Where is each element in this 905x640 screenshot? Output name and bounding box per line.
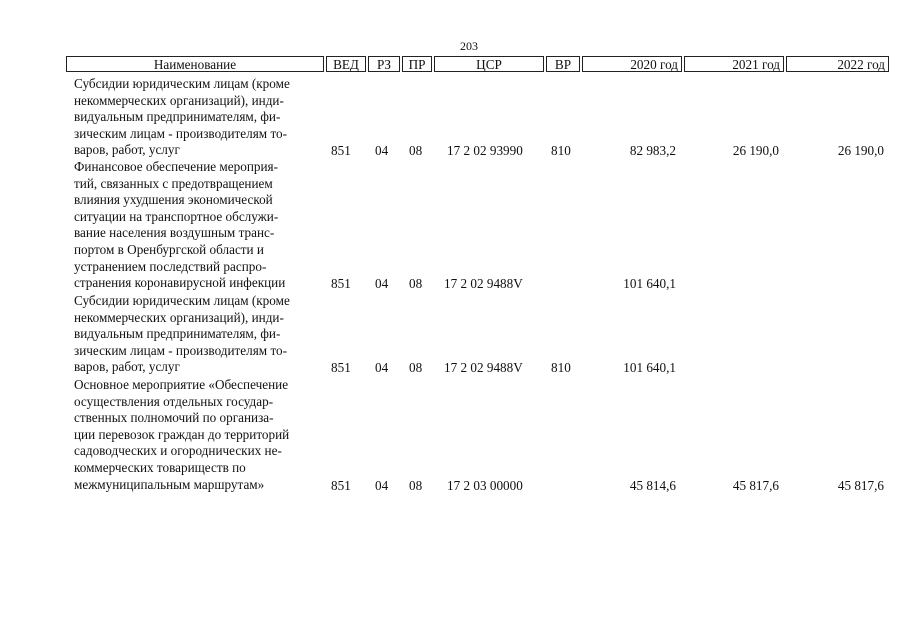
row-2020: 101 640,1 [623, 360, 676, 375]
row-2020: 101 640,1 [623, 276, 676, 291]
row-name: Финансовое обеспечение мероприя- тий, связанных с предотвращением влияния ухудшения экономической ситуации на транспортное обслужи- вание населения воздушным транс- портом в Оренбургской области и устранением последствий распро- странения коронавирусной инфекции [74, 159, 286, 291]
row-rz: 04 [375, 360, 389, 375]
row-csr: 17 2 03 00000 [447, 478, 523, 493]
row-pr: 08 [409, 276, 423, 291]
header-2020: 2020 год [582, 56, 682, 72]
header-2021: 2021 год [684, 56, 784, 72]
row-csr: 17 2 02 93990 [447, 143, 523, 158]
row-ved: 851 [331, 360, 351, 375]
row-rz: 04 [375, 143, 389, 158]
row-2020: 82 983,2 [629, 143, 676, 158]
header-name: Наименование [66, 56, 324, 72]
row-vr: 810 [551, 360, 571, 375]
row-ved: 851 [331, 143, 351, 158]
row-2020: 45 814,6 [629, 478, 676, 493]
header-ved: ВЕД [326, 56, 366, 72]
row-csr: 17 2 02 9488V [444, 360, 523, 375]
header-csr: ЦСР [434, 56, 544, 72]
row-vr: 810 [551, 143, 571, 158]
row-pr: 08 [409, 478, 423, 493]
row-name: Субсидии юридическим лицам (кроме некоммерческих организаций), инди- видуальным предпринимателям, фи- зическим лицам - производителям то- варов, работ, услуг [74, 76, 290, 158]
table-header [66, 56, 889, 72]
row-csr: 17 2 02 9488V [444, 276, 523, 291]
row-2021: 45 817,6 [732, 478, 779, 493]
header-2022: 2022 год [786, 56, 889, 72]
row-rz: 04 [375, 478, 389, 493]
page-number: 203 [460, 39, 478, 53]
row-ved: 851 [331, 478, 351, 493]
row-name: Субсидии юридическим лицам (кроме некоммерческих организаций), инди- видуальным предпринимателям, фи- зическим лицам - производителям то- варов, работ, услуг [74, 293, 290, 375]
header-rz: РЗ [368, 56, 400, 72]
header-vr: ВР [546, 56, 580, 72]
header-pr: ПР [402, 56, 432, 72]
row-2022: 26 190,0 [837, 143, 884, 158]
row-name: Основное мероприятие «Обеспечение осуществления отдельных государ- ственных полномочий по организа- ции перевозок граждан до территорий садоводческих и огороднических не- коммерческих товариществ по межмуниципальным маршрутам» [74, 377, 290, 492]
row-pr: 08 [409, 143, 423, 158]
row-pr: 08 [409, 360, 423, 375]
row-ved: 851 [331, 276, 351, 291]
row-rz: 04 [375, 276, 389, 291]
row-2021: 26 190,0 [732, 143, 779, 158]
row-2022: 45 817,6 [837, 478, 884, 493]
